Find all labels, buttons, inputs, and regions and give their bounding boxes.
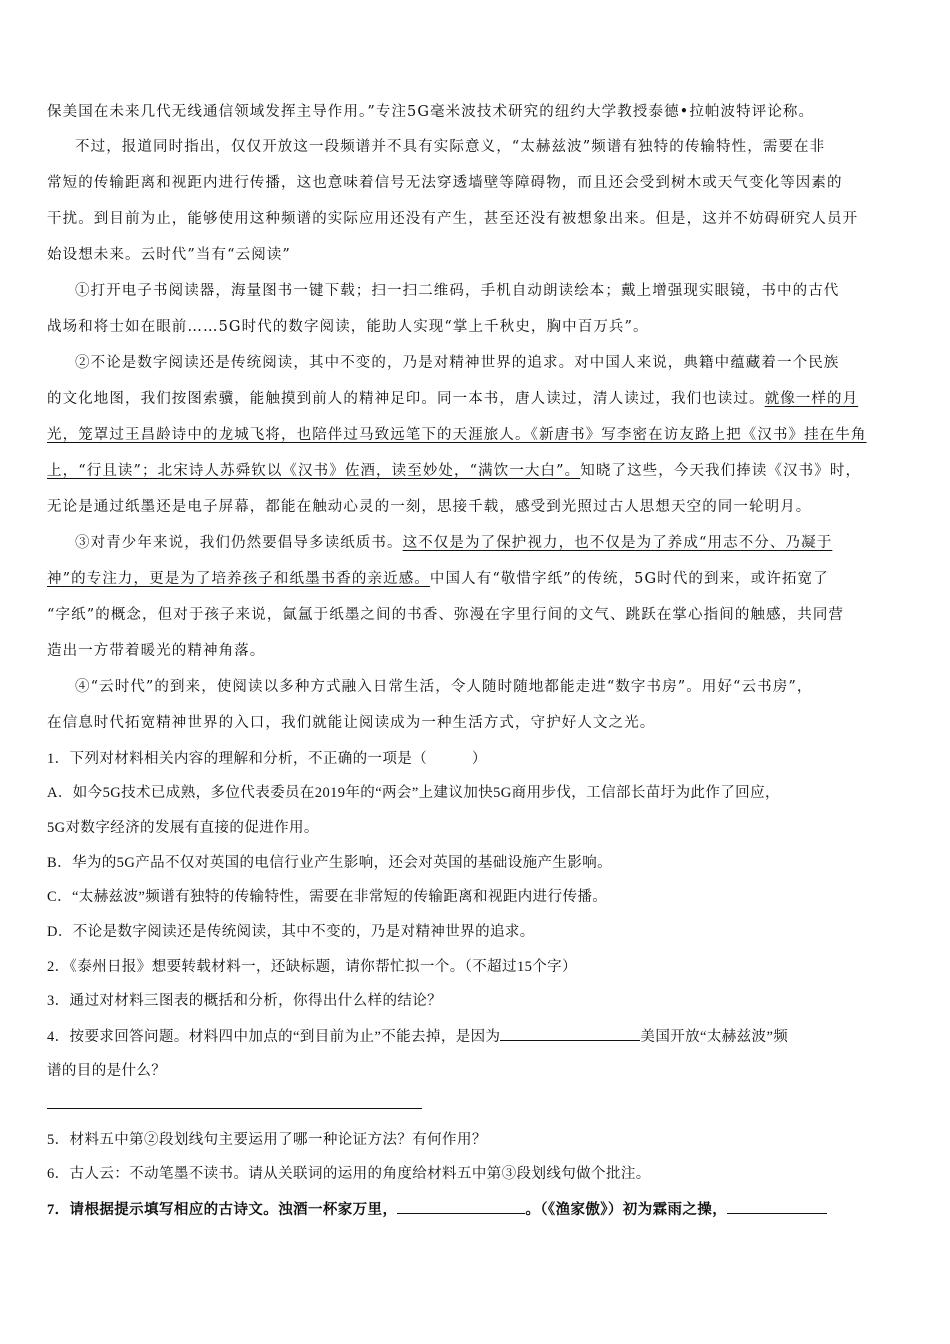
text-line <box>47 569 905 589</box>
answer-blank[interactable] <box>500 1026 640 1041</box>
text-line: 常短的传输距离和视距内进行传播，这也意味着信号无法穿透墙壁等障碍物，而且还会受到树木或天气变化等因素的 <box>47 175 843 191</box>
text-line <box>75 533 905 553</box>
question-2: 2．《泰州日报》想要转载材料一，还缺标题，请你帮忙拟一个。（不超过15个字） <box>47 959 577 975</box>
question-3: 3．通过对材料三图表的概括和分析，你得出什么样的结论？ <box>47 993 443 1009</box>
underlined-sentence: 上，“行且读”；北宋诗人苏舜钦以《汉书》佐酒，读至妙处，“满饮一大白”。 <box>47 463 581 479</box>
question-5: 5．材料五中第②段划线句主要运用了哪一种论证方法？有何作用？ <box>47 1132 487 1148</box>
text-line: 战场和将士如在眼前……5G时代的数字阅读，能助人实现“掌上千秋史，胸中百万兵”。 <box>47 319 649 335</box>
question-7 <box>47 1199 905 1220</box>
option-c: C．“太赫兹波”频谱有独特的传输特性，需要在非常短的传输距离和视距内进行传播。 <box>47 889 608 905</box>
text-line: 在信息时代拓宽精神世界的入口，我们就能让阅读成为一种生活方式，守护好人文之光。 <box>47 715 656 731</box>
answer-blank[interactable] <box>727 1199 827 1214</box>
text-line: 无论是通过纸墨还是电子屏幕，都能在触动心灵的一刻，思接千载，感受到光照过古人思想天空的同一轮明月。 <box>47 499 812 515</box>
option-d: D．不论是数字阅读还是传统阅读，其中不变的，乃是对精神世界的追求。 <box>47 924 535 940</box>
text-span: 知晓了这些，今天我们捧读《汉书》时， <box>580 463 862 479</box>
question-1: 1．下列对材料相关内容的理解和分析，不正确的一项是（ ） <box>47 751 487 767</box>
underlined-sentence: 这不仅是为了保护视力，也不仅是为了养成“用志不分、乃凝于 <box>402 535 833 551</box>
text-line: 干扰。到目前为止，能够使用这种频谱的实际应用还没有产生，甚至还没有被想象出来。但是，这并不妨碍研究人员开 <box>47 211 859 227</box>
question-4-cont: 谱的目的是什么？ <box>47 1063 167 1079</box>
text-line: “字纸”的概念，但对于孩子来说，氤氲于纸墨之间的书香、弥漫在字里行间的文气、跳跃在掌心指间的触感，共同营 <box>47 607 845 623</box>
text-span: 的文化地图，我们按图索骥，能触摸到前人的精神足印。同一本书，唐人读过，清人读过，我们也读过。 <box>47 391 765 407</box>
underlined-sentence: 就像一样的月 <box>764 391 859 407</box>
text-line: 不过，报道同时指出，仅仅开放这一段频谱并不具有实际意义，“太赫兹波”频谱有独特的传输特性，需要在非 <box>75 139 826 155</box>
underlined-sentence: 光，笼罩过王昌龄诗中的龙城飞将，也陪伴过马致远笔下的天涯旅人。《新唐书》写李密在访友路上把《汉书》挂在牛角 <box>47 427 867 443</box>
answer-line[interactable] <box>47 1108 422 1109</box>
text-span: ③对青少年来说，我们仍然要倡导多读纸质书。 <box>75 535 403 551</box>
text-line: 始设想未来。云时代”当有“云阅读” <box>47 247 291 263</box>
answer-blank[interactable] <box>397 1199 525 1214</box>
question-4 <box>47 1026 905 1047</box>
option-b: B．华为的5G产品不仅对英国的电信行业产生影响，还会对英国的基础设施产生影响。 <box>47 855 612 871</box>
underlined-sentence: 神”的专注力，更是为了培养孩子和纸墨书香的亲近感。 <box>47 571 430 587</box>
question-6: 6．古人云：不动笔墨不读书。请从关联词的运用的角度给材料五中第③段划线句做个批注。 <box>47 1166 651 1182</box>
text-span: 中国人有“敬惜字纸”的传统，5G时代的到来，或许拓宽了 <box>429 571 829 587</box>
option-a-cont: 5G对数字经济的发展有直接的促进作用。 <box>47 820 319 836</box>
text-line <box>47 389 905 409</box>
text-span: 。（《渔家傲》）初为霖雨之操， <box>525 1202 728 1218</box>
text-line <box>47 461 905 481</box>
option-a: A．如今5G技术已成熟，多位代表委员在2019年的“两会”上建议加快5G商用步伐，工信部长苗圩为此作了回应， <box>47 785 780 801</box>
text-span: 4．按要求回答问题。材料四中加点的“到目前为止”不能去掉，是因为 <box>47 1029 501 1045</box>
text-line: 保美国在未来几代无线通信领域发挥主导作用。”专注5G毫米波技术研究的纽约大学教授泰德•拉帕波特评论称。 <box>47 104 815 120</box>
text-line: 造出一方带着暖光的精神角落。 <box>47 643 266 659</box>
text-line: ②不论是数字阅读还是传统阅读，其中不变的，乃是对精神世界的追求。对中国人来说，典籍中蕴藏着一个民族 <box>75 355 840 371</box>
text-span: 7．请根据提示填写相应的古诗文。浊酒一杯家万里， <box>47 1202 398 1218</box>
text-line <box>47 425 905 445</box>
text-span: 美国开放“太赫兹波”频 <box>640 1029 789 1045</box>
text-line: ①打开电子书阅读器，海量图书一键下载；扫一扫二维码，手机自动朗读绘本；戴上增强现实眼镜，书中的古代 <box>75 283 840 299</box>
text-line: ④“云时代”的到来，使阅读以多种方式融入日常生活，令人随时随地都能走进“数字书房”。用好“云书房”， <box>75 679 813 695</box>
